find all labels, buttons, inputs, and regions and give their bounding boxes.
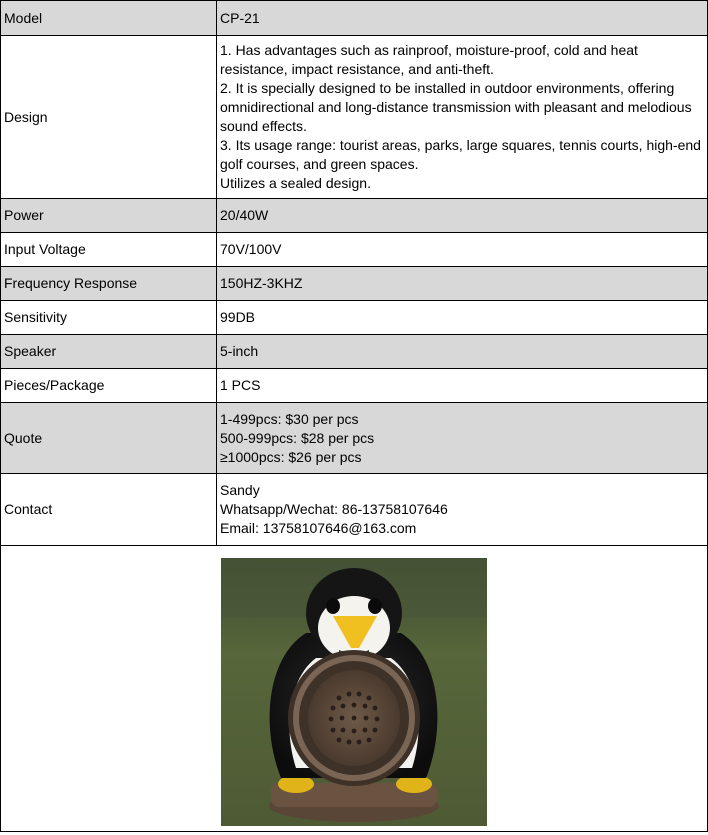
table-row-quote — [1, 403, 708, 474]
value-line: 150HZ-3KHZ — [220, 275, 303, 291]
row-value — [217, 403, 708, 474]
value-line: 5-inch — [220, 343, 259, 359]
table-row-power — [1, 199, 708, 233]
value-line: 3. Its usage range: tourist areas, parks, large squares, tennis courts, high-end golf courses, and green spaces. — [220, 137, 701, 172]
row-value — [217, 36, 708, 199]
table-row-image — [1, 546, 708, 832]
value-line: 70V/100V — [220, 241, 282, 257]
product-photo — [221, 558, 487, 826]
row-value — [217, 474, 708, 546]
value-line: Sandy — [220, 482, 260, 498]
table-row-design — [1, 36, 708, 199]
row-value — [217, 369, 708, 403]
row-value — [217, 301, 708, 335]
table-row-model — [1, 1, 708, 36]
row-label: Speaker — [1, 335, 217, 369]
penguin-eye-right — [368, 598, 382, 614]
row-label: Input Voltage — [1, 233, 217, 267]
value-line: Whatsapp/Wechat: 86-13758107646 — [220, 501, 448, 517]
row-label: Design — [1, 36, 217, 199]
value-line: Utilizes a sealed design. — [220, 175, 371, 191]
row-label: Sensitivity — [1, 301, 217, 335]
image-cell — [1, 546, 708, 832]
value-line: 500-999pcs: $28 per pcs — [220, 429, 375, 446]
value-line: ≥1000pcs: $26 per pcs — [220, 448, 362, 465]
value-line: CP-21 — [220, 9, 260, 26]
value-line: 99DB — [220, 309, 256, 325]
row-value — [217, 335, 708, 369]
row-label: Contact — [1, 474, 217, 546]
value-line: Email: 13758107646@163.com — [220, 520, 417, 536]
penguin-eye-left — [326, 598, 340, 614]
row-label: Model — [1, 1, 217, 36]
value-line: 1. Has advantages such as rainproof, moisture-proof, cold and heat resistance, impact resistance, and anti-theft. — [220, 42, 638, 77]
row-label: Quote — [1, 403, 217, 474]
row-label: Pieces/Package — [1, 369, 217, 403]
table-row-pieces-package — [1, 369, 708, 403]
row-value — [217, 233, 708, 267]
table-row-contact — [1, 474, 708, 546]
value-line: 1-499pcs: $30 per pcs — [220, 410, 359, 427]
row-label: Power — [1, 199, 217, 233]
value-line: 20/40W — [220, 207, 269, 223]
row-label: Frequency Response — [1, 267, 217, 301]
table-row-input-voltage — [1, 233, 708, 267]
table-row-frequency-response — [1, 267, 708, 301]
value-line: 2. It is specially designed to be installed in outdoor environments, offering omnidirectional and long-distance transmission with pleasant and melodious sound effects. — [220, 80, 692, 134]
row-value — [217, 1, 708, 36]
value-line: 1 PCS — [220, 377, 261, 393]
table-row-speaker — [1, 335, 708, 369]
table-row-sensitivity — [1, 301, 708, 335]
row-value — [217, 199, 708, 233]
row-value — [217, 267, 708, 301]
